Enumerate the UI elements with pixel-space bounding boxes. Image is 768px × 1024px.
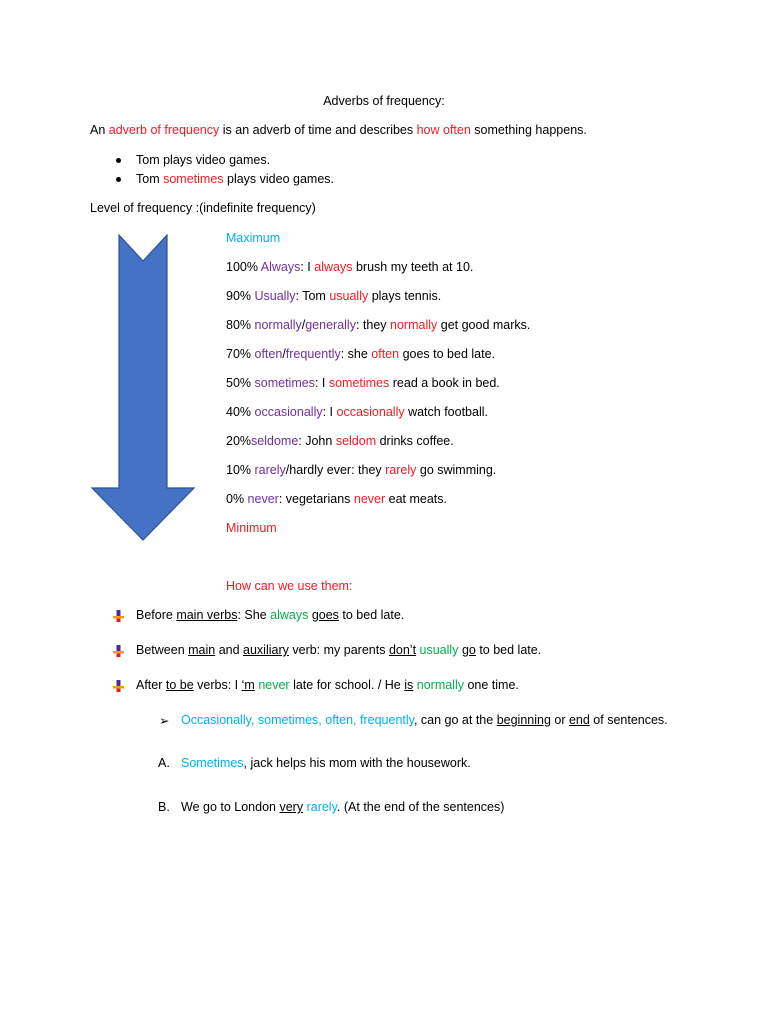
scale-separator: / xyxy=(282,347,286,361)
bullet-icon xyxy=(116,177,121,182)
usage-example xyxy=(181,800,504,814)
scale-row xyxy=(226,463,496,477)
rule-underlined: ‘m xyxy=(241,678,255,692)
scale-percent: 100% xyxy=(226,260,261,274)
scale-text: : she xyxy=(340,347,372,361)
note-text: , can go at the xyxy=(413,713,497,727)
scale-text: eat meats. xyxy=(385,492,447,506)
level-heading: Level of frequency :(indefinite frequency) xyxy=(90,201,316,215)
rule-adverb: never xyxy=(258,678,290,692)
scale-adverb: seldome xyxy=(251,434,299,448)
pointing-hand-icon xyxy=(113,680,124,692)
scale-row xyxy=(226,318,530,332)
rule-text: After xyxy=(136,678,166,692)
scale-example-adverb: always xyxy=(314,260,353,274)
scale-example-adverb: seldom xyxy=(335,434,377,448)
scale-adverb: Always xyxy=(260,260,301,274)
scale-row xyxy=(226,405,488,419)
usage-rule xyxy=(136,608,404,622)
scale-text: goes to bed late. xyxy=(399,347,495,361)
example-label: A. xyxy=(158,756,170,770)
example-adverb: rarely xyxy=(306,800,337,814)
scale-row xyxy=(226,492,447,506)
scale-row xyxy=(226,347,495,361)
bullet-icon xyxy=(116,158,121,163)
scale-example-adverb: never xyxy=(353,492,386,506)
rule-text: late for school. / He xyxy=(289,678,405,692)
scale-percent: 20% xyxy=(226,434,252,448)
rule-underlined: to be xyxy=(165,678,194,692)
note-underlined: end xyxy=(568,713,590,727)
definition-text: is an adverb of time and describes xyxy=(219,123,417,137)
scale-percent: 70% xyxy=(226,347,255,361)
scale-percent: 90% xyxy=(226,289,255,303)
definition-term: adverb of frequency xyxy=(108,123,220,137)
example-text: Tom plays video games. xyxy=(136,153,271,167)
arrow-bullet-icon: ➢ xyxy=(159,714,170,728)
scale-text: : I xyxy=(300,260,315,274)
scale-example-adverb: rarely xyxy=(385,463,417,477)
scale-text: : they xyxy=(355,318,391,332)
example-text: . (At the end of the sentences) xyxy=(336,800,505,814)
usage-note xyxy=(181,713,668,727)
rule-underlined: main verbs xyxy=(176,608,238,622)
rule-adverb: normally xyxy=(416,678,464,692)
usage-example xyxy=(181,756,471,770)
scale-text: plays tennis. xyxy=(368,289,442,303)
definition-line xyxy=(90,123,587,137)
scale-separator: /hardly ever xyxy=(285,463,352,477)
rule-text: one time. xyxy=(464,678,519,692)
scale-percent: 0% xyxy=(226,492,248,506)
scale-text: : John xyxy=(298,434,336,448)
pointing-hand-icon xyxy=(113,645,124,657)
example-underlined: very xyxy=(279,800,304,814)
scale-adverb: rarely xyxy=(254,463,286,477)
scale-row xyxy=(226,289,441,303)
scale-adverb: often xyxy=(254,347,283,361)
note-text: of sentences. xyxy=(589,713,668,727)
usage-rule xyxy=(136,643,541,657)
rule-text: to bed late. xyxy=(475,643,542,657)
rule-underlined: is xyxy=(404,678,414,692)
scale-maximum: Maximum xyxy=(226,231,281,245)
scale-example-adverb: usually xyxy=(329,289,369,303)
scale-row xyxy=(226,434,454,448)
definition-text: An xyxy=(90,123,109,137)
scale-example-adverb: normally xyxy=(390,318,438,332)
rule-adverb: always xyxy=(270,608,309,622)
scale-text: go swimming. xyxy=(416,463,497,477)
scale-adverb: generally xyxy=(305,318,356,332)
rule-text: verb: my parents xyxy=(288,643,389,657)
scale-text: : they xyxy=(351,463,386,477)
definition-highlight: how often xyxy=(416,123,471,137)
scale-text: : I xyxy=(314,376,329,390)
scale-adverb: Usually xyxy=(254,289,296,303)
rule-underlined: auxiliary xyxy=(243,643,289,657)
scale-percent: 50% xyxy=(226,376,255,390)
scale-minimum: Minimum xyxy=(226,521,277,535)
scale-row xyxy=(226,260,473,274)
down-arrow-icon xyxy=(90,234,196,542)
scale-adverb: sometimes xyxy=(254,376,315,390)
rule-text: verbs: I xyxy=(193,678,242,692)
rule-underlined: don’t xyxy=(388,643,417,657)
rule-text: to bed late. xyxy=(338,608,405,622)
scale-text: watch football. xyxy=(404,405,488,419)
scale-percent: 80% xyxy=(226,318,255,332)
scale-text: : I xyxy=(322,405,337,419)
example-text: We go to London xyxy=(181,800,280,814)
scale-text: get good marks. xyxy=(437,318,531,332)
example-item xyxy=(136,172,334,186)
scale-percent: 10% xyxy=(226,463,255,477)
example-text: Tom xyxy=(136,172,164,186)
pointing-hand-icon xyxy=(113,610,124,622)
definition-text: something happens. xyxy=(470,123,587,137)
rule-underlined: go xyxy=(461,643,476,657)
rule-text: Before xyxy=(136,608,177,622)
scale-example-adverb: occasionally xyxy=(336,405,405,419)
scale-separator: / xyxy=(301,318,306,332)
scale-example-adverb: often xyxy=(371,347,400,361)
rule-underlined: goes xyxy=(311,608,339,622)
page-title: Adverbs of frequency: xyxy=(323,94,445,108)
scale-adverb: occasionally xyxy=(254,405,323,419)
example-item xyxy=(136,153,270,167)
rule-text: Between xyxy=(136,643,189,657)
example-text: , jack helps his mom with the housework. xyxy=(243,756,471,770)
scale-text: drinks coffee. xyxy=(376,434,454,448)
rule-underlined: main xyxy=(188,643,216,657)
scale-text: brush my teeth at 10. xyxy=(352,260,474,274)
scale-adverb: never xyxy=(247,492,279,506)
scale-example-adverb: sometimes xyxy=(328,376,390,390)
example-adverb: sometimes xyxy=(163,172,224,186)
note-adverbs: Occasionally, sometimes, often, frequently xyxy=(181,713,414,727)
note-underlined: beginning xyxy=(496,713,551,727)
rule-text: : She xyxy=(237,608,271,622)
usage-heading: How can we use them: xyxy=(226,579,353,593)
scale-text: read a book in bed. xyxy=(389,376,500,390)
note-text: or xyxy=(550,713,569,727)
rule-text: and xyxy=(215,643,244,657)
usage-rule xyxy=(136,678,519,692)
scale-text: : Tom xyxy=(295,289,330,303)
scale-percent: 40% xyxy=(226,405,255,419)
example-text: plays video games. xyxy=(223,172,335,186)
scale-adverb: normally xyxy=(254,318,302,332)
example-label: B. xyxy=(158,800,170,814)
scale-adverb: frequently xyxy=(285,347,341,361)
scale-row xyxy=(226,376,500,390)
rule-adverb: usually xyxy=(419,643,459,657)
example-adverb: Sometimes xyxy=(181,756,244,770)
scale-text: : vegetarians xyxy=(278,492,354,506)
